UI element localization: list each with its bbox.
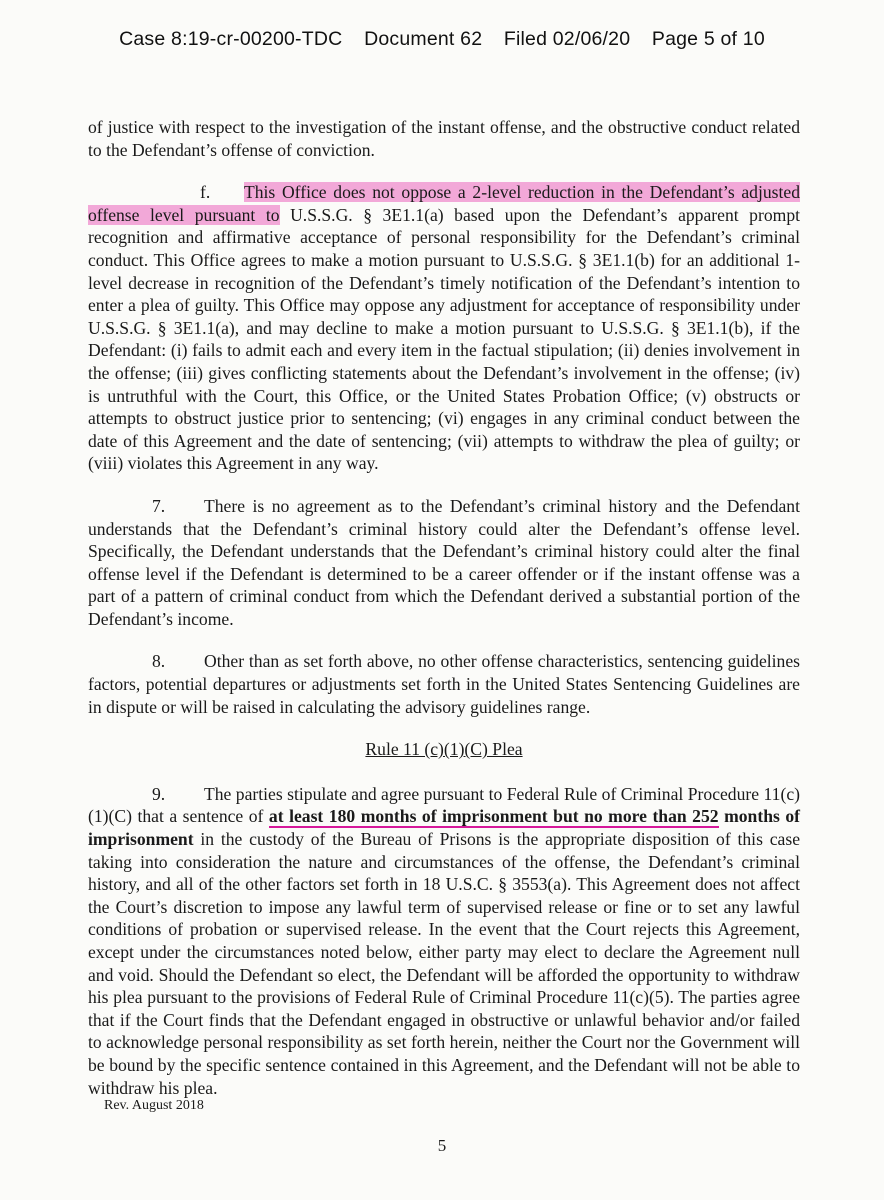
case-number: Case 8:19-cr-00200-TDC [119,28,343,50]
filed-date: Filed 02/06/20 [503,28,631,50]
case-header [0,28,884,51]
paragraph-8-label: 8. [152,651,166,672]
paragraph-f [88,181,800,475]
paragraph-8-text: Other than as set forth above, no other offense characteristics, sentencing guidelines factors, potential departures or adjustments set forth in the United States Sentencing Guidelines are in dispute or will be raised in calculating the advisory guidelines range. [88,651,800,717]
highlighted-text: This Office does not oppose a 2-level reduction in the Defendant’s adjusted offense level pursuant to [88,182,800,225]
page-number: 5 [437,1136,447,1155]
document-body [88,116,800,1119]
paragraph-7 [88,495,800,631]
revision-note: Rev. August 2018 [104,1098,204,1113]
paragraph-7-label: 7. [152,495,166,516]
paragraph-8 [88,650,800,718]
continued-paragraph: of justice with respect to the investigation of the instant offense, and the obstructive conduct related to the Defendant’s offense of conviction. [88,117,800,160]
paragraph-f-label: f. [200,182,211,203]
sentence-range-underlined: at least 180 months of imprisonment but no more than 252 [268,806,719,827]
paragraph-9-label: 9. [152,783,166,804]
paragraph-9-text: in the custody of the Bureau of Prisons is the appropriate disposition of this case taking into consideration the nature and circumstances of the offense, the Defendant’s criminal history, and all of the other factors set forth in 18 U.S.C. § 3553(a). This Agreement does not affect the Court’s discretion to impose any lawful term of supervised release or fine or to set any lawful conditions of probation or supervised release. In the event that the Court rejects this Agreement, except under the circumstances noted below, either party may elect to declare the Agreement null and void. Should the Defendant so elect, the Defendant will be afforded the opportunity to withdraw his plea pursuant to the provisions of Federal Rule of Criminal Procedure 11(c)(5). The parties agree that if the Court finds that the Defendant engaged in obstructive or unlawful behavior and/or failed to acknowledge personal responsibility as set forth herein, neither the Court nor the Government will be bound by the specific sentence contained in this Agreement, and the Defendant will not be able to withdraw his plea. [88,829,800,1098]
sentence-range-bold: months of imprisonment [88,806,800,850]
section-heading: Rule 11 (c)(1)(C) Plea [365,739,523,760]
paragraph-f-text: U.S.S.G. § 3E1.1(a) based upon the Defendant’s apparent prompt recognition and affirmative acceptance of personal responsibility for the Defendant’s criminal conduct. This Office agrees to make a motion pursuant to U.S.S.G. § 3E1.1(b) for an additional 1-level decrease in recognition of the Defendant’s timely notification of the Defendant’s intention to enter a plea of guilty. This Office may oppose any adjustment for acceptance of responsibility under U.S.S.G. § 3E1.1(a), and may decline to make a motion pursuant to U.S.S.G. § 3E1.1(b), if the Defendant: (i) fails to admit each and every item in the factual stipulation; (ii) denies involvement in the offense; (iii) gives conflicting statements about the Defendant’s involvement in the offense; (iv) is untruthful with the Court, this Office, or the United States Probation Office; (v) obstructs or attempts to obstruct justice prior to sentencing; (vi) engages in any criminal conduct between the date of this Agreement and the date of sentencing; (vii) attempts to withdraw the plea of guilty; or (viii) violates this Agreement in any way. [88,204,801,474]
paragraph-9 [88,783,800,1099]
page-indicator: Page 5 of 10 [651,28,765,50]
paragraph-9-intro: The parties stipulate and agree pursuant to Federal Rule of Criminal Procedure 11(c)(1)(C) that a sentence of [88,783,800,827]
document-number: Document 62 [364,28,483,50]
paragraph-7-text: There is no agreement as to the Defendant’s criminal history and the Defendant understands that the Defendant’s criminal history could alter the Defendant’s offense level. Specifically, the Defendant understands that the Defendant’s criminal history could alter the final offense level if the Defendant is determined to be a career offender or if the instant offense was a part of a pattern of criminal conduct from which the Defendant derived a substantial portion of the Defendant’s income. [88,495,800,629]
